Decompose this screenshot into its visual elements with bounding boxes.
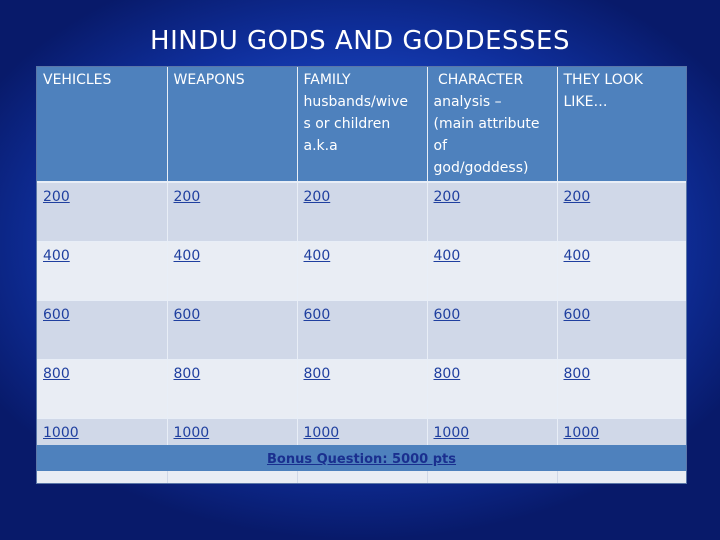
table-row-800	[37, 360, 686, 419]
header-line: CHARACTER	[433, 72, 524, 88]
point-link[interactable]: 800	[563, 366, 591, 382]
cell	[557, 242, 686, 301]
point-link[interactable]: 1000	[563, 425, 600, 441]
point-link[interactable]: 1000	[173, 425, 210, 441]
table-row-200	[37, 182, 686, 242]
cell	[297, 360, 427, 419]
header-line: god/goddess)	[433, 160, 529, 176]
point-link[interactable]: 200	[43, 189, 70, 205]
point-link[interactable]: 200	[563, 189, 591, 205]
category-vehicles	[37, 67, 167, 182]
cell	[167, 182, 297, 242]
cell	[427, 360, 557, 419]
point-link[interactable]: 400	[433, 248, 461, 264]
category-table	[37, 67, 686, 452]
table-row-400	[37, 242, 686, 301]
point-link[interactable]: 800	[433, 366, 461, 382]
header-line: analysis –	[433, 94, 502, 110]
point-link[interactable]: 800	[43, 366, 70, 382]
point-link[interactable]: 400	[303, 248, 331, 264]
cell	[297, 301, 427, 360]
point-link[interactable]: 400	[173, 248, 201, 264]
cell	[297, 182, 427, 242]
header-line: VEHICLES	[43, 72, 112, 88]
cell	[167, 301, 297, 360]
point-link[interactable]: 600	[303, 307, 331, 323]
cell	[37, 360, 167, 419]
category-weapons	[167, 67, 297, 182]
bonus-question-link[interactable]: Bonus Question: 5000 pts	[266, 452, 457, 467]
divider	[557, 471, 558, 483]
point-link[interactable]: 200	[433, 189, 461, 205]
cell	[427, 242, 557, 301]
header-row	[37, 67, 686, 182]
point-link[interactable]: 1000	[433, 425, 470, 441]
point-link[interactable]: 600	[173, 307, 201, 323]
point-link[interactable]: 200	[303, 189, 331, 205]
category-they-look-like	[557, 67, 686, 182]
header-line: LIKE…	[563, 94, 608, 110]
cell	[557, 182, 686, 242]
point-link[interactable]: 800	[303, 366, 331, 382]
table-row-600	[37, 301, 686, 360]
divider	[297, 471, 298, 483]
point-link[interactable]: 600	[563, 307, 591, 323]
header-line: (main attribute	[433, 116, 540, 132]
cell	[557, 301, 686, 360]
header-line: a.k.a	[303, 138, 338, 154]
table-tail	[37, 471, 686, 483]
jeopardy-board	[36, 66, 687, 484]
point-link[interactable]: 200	[173, 189, 201, 205]
header-line: THEY LOOK	[563, 72, 643, 88]
point-link[interactable]: 800	[173, 366, 201, 382]
point-link[interactable]: 600	[43, 307, 70, 323]
point-link[interactable]: 400	[43, 248, 70, 264]
cell	[297, 242, 427, 301]
cell	[37, 242, 167, 301]
category-family	[297, 67, 427, 182]
cell	[427, 301, 557, 360]
point-link[interactable]: 1000	[303, 425, 340, 441]
header-line: FAMILY	[303, 72, 351, 88]
divider	[427, 471, 428, 483]
cell	[427, 182, 557, 242]
category-character	[427, 67, 557, 182]
point-link[interactable]: 600	[433, 307, 461, 323]
cell	[37, 182, 167, 242]
divider	[167, 471, 168, 483]
point-link[interactable]: 1000	[43, 425, 79, 441]
point-link[interactable]: 400	[563, 248, 591, 264]
bonus-bar	[37, 445, 686, 471]
slide-title: HINDU GODS AND GODDESSES	[150, 26, 570, 56]
cell	[557, 360, 686, 419]
header-line: WEAPONS	[173, 72, 245, 88]
cell	[167, 360, 297, 419]
cell	[37, 301, 167, 360]
header-line: husbands/wive	[303, 94, 409, 110]
header-line: s or children	[303, 116, 391, 132]
header-line: of	[433, 138, 447, 154]
cell	[167, 242, 297, 301]
